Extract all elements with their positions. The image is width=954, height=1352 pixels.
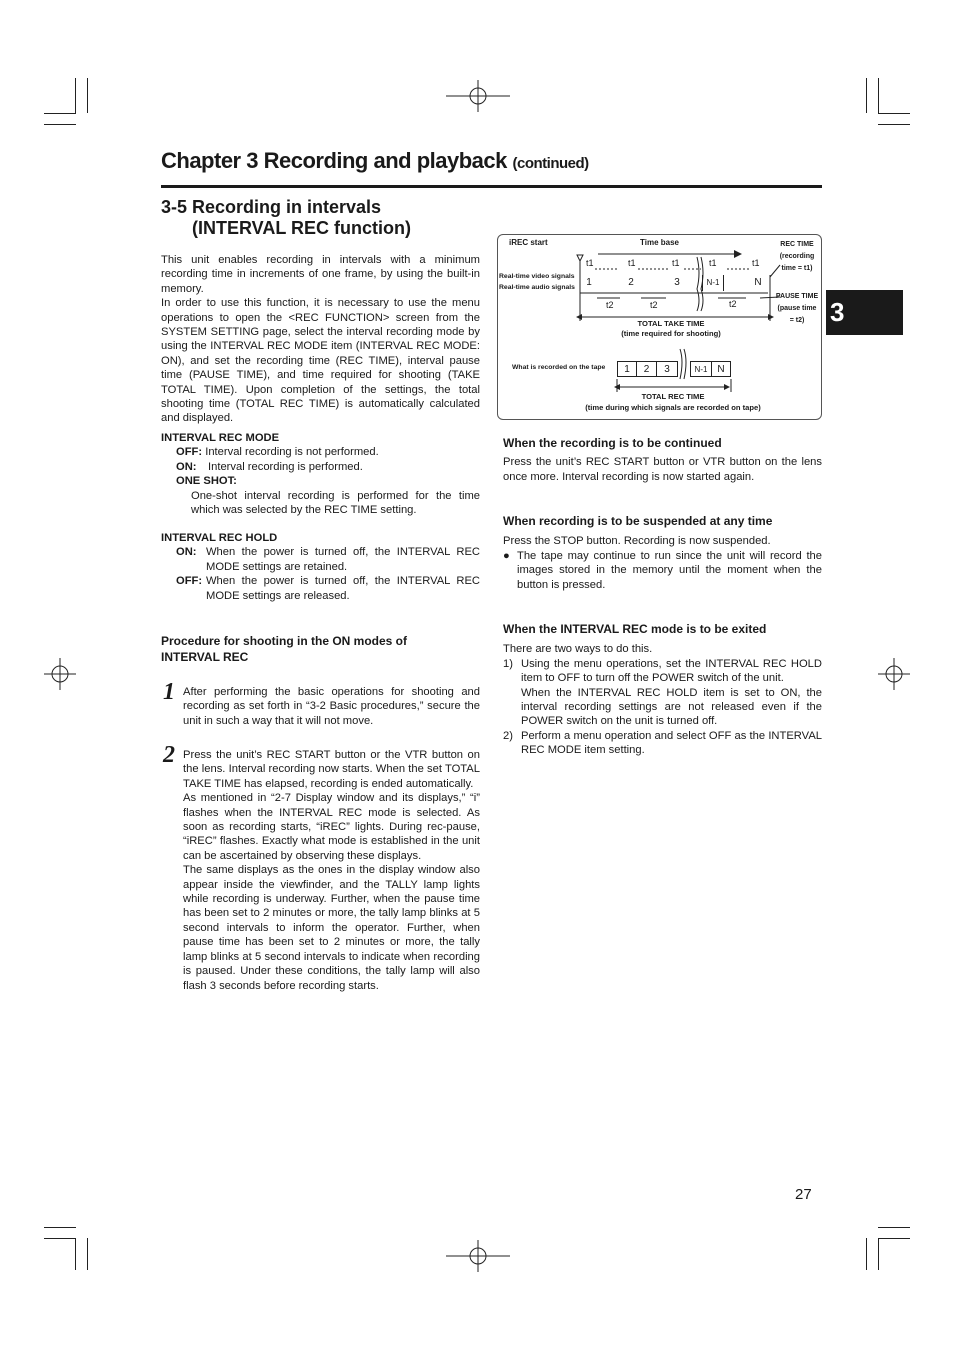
tape-segment: 1 [617,361,637,377]
t1-label: t1 [752,258,760,268]
irec-start-label: iREC start [509,238,548,247]
page-number: 27 [795,1186,812,1203]
bullet-icon: ● [503,549,510,562]
mode-on-label: ON: [176,460,197,473]
continue-heading: When the recording is to be continued [503,436,722,450]
real-time-video-label: Real-time video signals [499,273,575,280]
step2-text [183,748,480,993]
total-rec-time-label [558,391,788,413]
hold-on-row [161,545,480,574]
suspend-heading: When recording is to be suspended at any time [503,514,773,528]
mode-on-row [161,460,480,474]
suspend-bullet-text: The tape may continue to run since the unit will record the images stored in the memory until the moment when the button is pressed. [517,549,822,591]
exit-item-2-text: Perform a menu operation and select OFF as the INTERVAL REC MODE item setting. [521,729,822,757]
exit-item-2 [503,729,822,758]
step2-paragraph: As mentioned in “2-7 Display window and its displays,” “i” flashes when the INTERVAL REC mode is selected. As soon as recording starts, “iREC” lights. During rec-pause, “iREC” flashes. Exactly what mode is established in the unit can be ascertained by observing these displays. [183,792,480,862]
exit-item-1-note: When the INTERVAL REC HOLD item is set to ON, the interval recording settings are not released even if the POWER switch on the unit is turned off. [521,686,822,728]
real-time-audio-label: Real-time audio signals [499,284,575,291]
mode-off-row [161,445,480,459]
t1-label: t1 [586,258,594,268]
tape-segment: N-1 [690,361,712,377]
hold-off-text: When the power is turned off, the INTERVAL REC MODE settings are released. [206,575,480,602]
interval-rec-hold-block [161,531,480,603]
pause-time-line3: = t2) [789,317,805,324]
interval-rec-diagram [497,234,822,420]
hold-off-row [161,574,480,603]
exit-intro: There are two ways to do this. [503,643,653,656]
exit-item-number: 1) [503,657,513,670]
chapter-title [161,148,589,174]
total-take-line2: (time required for shooting) [621,329,721,338]
rec-time-legend [774,239,820,275]
total-rec-line1: TOTAL REC TIME [641,392,705,401]
step2-paragraph: Press the unit’s REC START button or the VTR button on the lens. Interval recording now starts. When the set TOTAL TAKE TIME has elapsed, recording is ended automatically. [183,749,480,790]
real-time-signals-label [499,271,575,293]
t1-label: t1 [672,258,680,268]
pause-time-line1: PAUSE TIME [775,293,819,300]
registration-mark-bottom [446,1240,510,1272]
total-take-line1: TOTAL TAKE TIME [637,319,705,328]
section-title-line2: (INTERVAL REC function) [192,218,411,238]
rec-time-line1: REC TIME [780,241,814,248]
mode-off-text: Interval recording is not performed. [205,446,379,459]
intro-paragraph: In order to use this function, it is necessary to use the menu operations to open the <REC FUNCTION> screen from the SYSTEM SETTING page, select the interval recording mode by using the INTERVAL REC MODE item (INTERVAL REC MODE: ON), and set the recording time (REC TIME), interval pause time (PAUSE TIME), and time required for shooting (TAKE TOTAL TIME). Upon completion of the settings, the total shooting time (TOTAL REC TIME) is automatically calculated and displayed. [161,297,480,425]
interval-rec-mode-heading: INTERVAL REC MODE [161,432,280,444]
chapter-title-text: Chapter 3 Recording and playback [161,148,507,173]
t1-label: t1 [628,258,636,268]
procedure-heading-line1: Procedure for shooting in the ON modes of [161,634,408,648]
tape-segment: N [711,361,731,377]
pause-time-legend [774,291,820,327]
continue-text: Press the unit’s REC START button or VTR button on the lens once more. Interval recording is now started again. [503,456,822,483]
registration-mark-right [878,658,910,690]
intro-paragraph: This unit enables recording in intervals with a minimum recording time in increments of one frame, by using the built-in memory. [161,254,480,295]
t2-label: t2 [729,299,737,309]
tape-segment: 3 [656,361,678,377]
section-title-line1: 3-5 Recording in intervals [161,197,382,217]
intro-text [161,253,480,426]
suspend-text: Press the STOP button. Recording is now suspended. [503,535,771,548]
procedure-heading-line2: INTERVAL REC [161,650,249,664]
exit-item-1-text: Using the menu operations, set the INTERVAL REC HOLD item to OFF to turn off the POWER switch of the unit. [521,657,822,685]
rec-time-line2: (recording [779,253,815,260]
procedure-heading [161,633,480,665]
what-recorded-label: What is recorded on the tape [512,364,606,371]
exit-item-number: 2) [503,729,513,742]
suspend-bullet-item [503,549,822,592]
interval-rec-mode-block [161,431,480,517]
total-take-time-label [586,319,756,339]
total-rec-line2: (time during which signals are recorded on tape) [585,403,761,412]
segment-label: 1 [586,277,592,288]
header-rule [161,185,822,188]
pause-time-line2: (pause time [777,305,817,312]
hold-on-label: ON: [176,546,197,559]
step-number-2: 2 [163,742,175,768]
chapter-tab: 3 [826,290,903,335]
mode-on-text: Interval recording is performed. [208,460,363,473]
exit-item-1 [503,657,822,729]
continued-label: (continued) [512,155,589,172]
segment-label: N [754,277,762,288]
time-base-label: Time base [640,238,679,247]
step-number-1: 1 [163,679,175,705]
exit-section [503,622,822,758]
segment-label: 2 [628,277,634,288]
exit-heading: When the INTERVAL REC mode is to be exited [503,622,767,636]
segment-label: N-1 [702,275,724,291]
tape-segment: 2 [636,361,657,377]
hold-on-text: When the power is turned off, the INTERVAL REC MODE settings are retained. [206,546,480,573]
rec-time-line3: time = t1) [781,265,813,272]
continue-section [503,436,822,484]
mode-oneshot-label: ONE SHOT: [176,475,237,488]
registration-mark-top [446,80,510,112]
suspend-section [503,514,822,592]
mode-off-label: OFF: [176,446,203,459]
step1-text: After performing the basic operations for shooting and recording as set forth in “3-2 Basic procedures,” secure the unit in such a way that it will not move. [183,686,480,727]
interval-rec-hold-heading: INTERVAL REC HOLD [161,532,278,544]
section-title [161,197,411,239]
t1-label: t1 [709,258,717,268]
hold-off-label: OFF: [176,575,203,588]
mode-oneshot-text: One-shot interval recording is performed for the time which was selected by the REC TIME setting. [191,489,480,517]
registration-mark-left [44,658,76,690]
t2-label: t2 [650,300,658,310]
t2-label: t2 [606,300,614,310]
step2-paragraph: The same displays as the ones in the display window also appear inside the viewfinder, and the TALLY lamp lights while recording is underway. Further, when the pause time has been set to 2 minutes or more, the tally lamp blinks at 5 second intervals to inform the operator. Further, when pause time has been set to 2 minutes or more, the tally lamp blinks at 5 second intervals to indicate when recording is paused. Under these conditions, the tally lamp will also flash 3 seconds before recording starts. [183,864,480,992]
segment-label: 3 [674,277,680,288]
